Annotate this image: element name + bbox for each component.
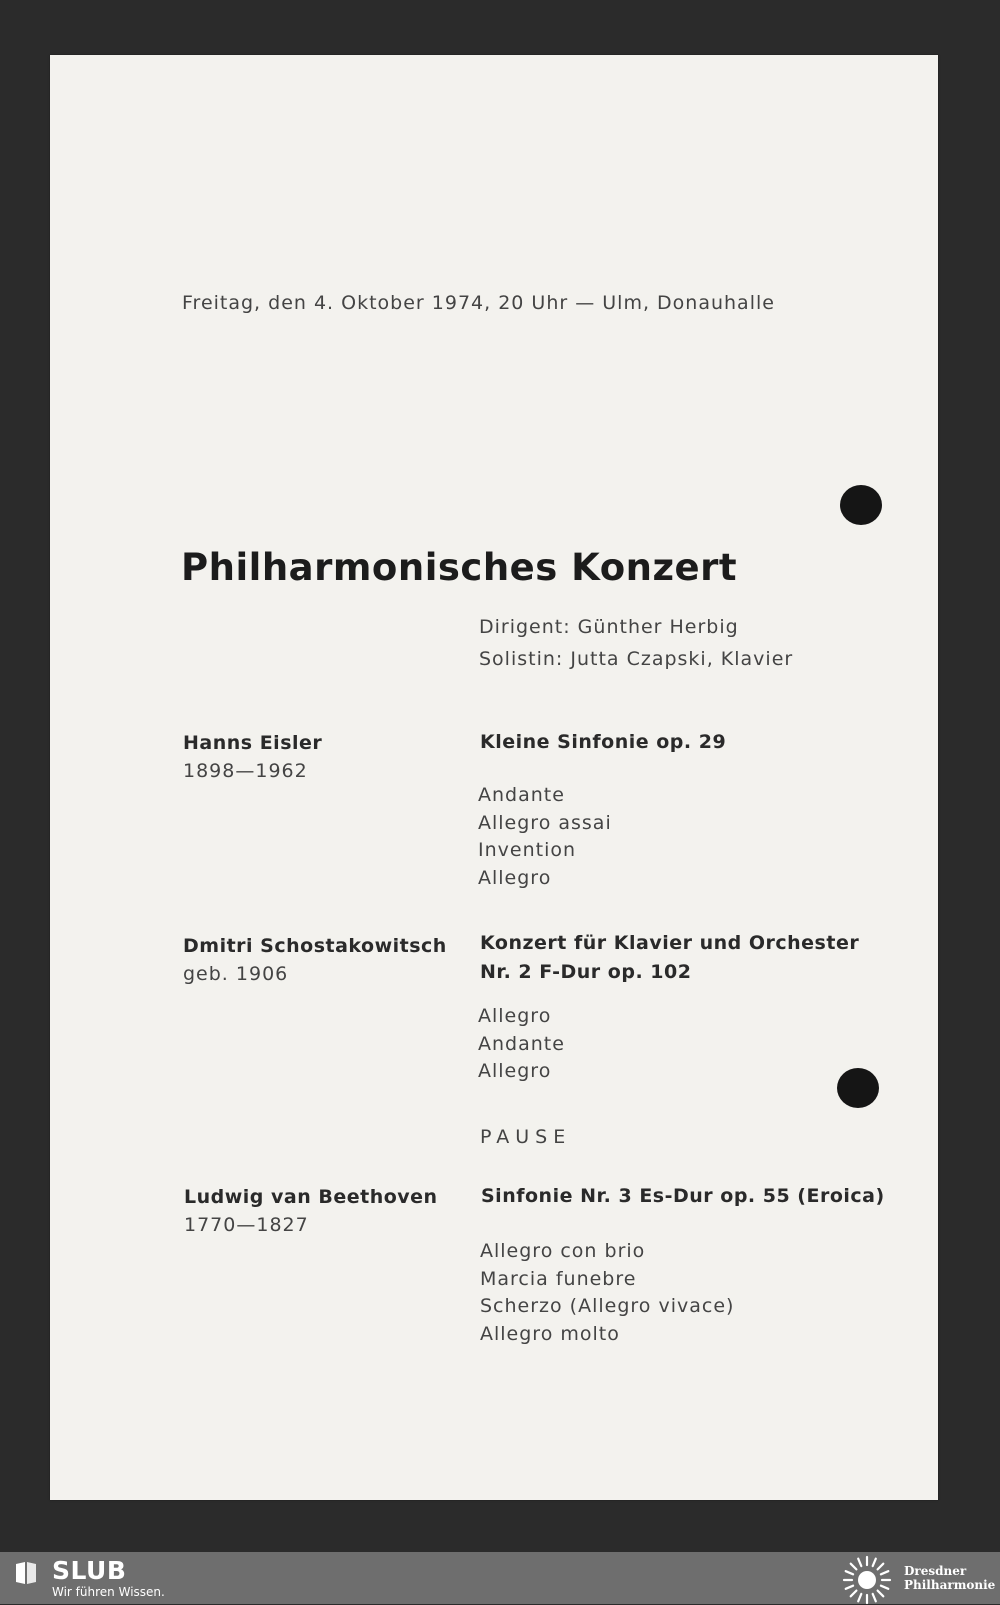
composer-dates: geb. 1906 (183, 963, 289, 985)
movement-item: Andante (478, 784, 565, 806)
book-icon (14, 1560, 38, 1586)
concert-title: Philharmonisches Konzert (181, 546, 738, 589)
movement-item: Allegro (478, 866, 552, 889)
punch-hole-bottom (837, 1068, 879, 1108)
library-name: SLUB (52, 1556, 127, 1585)
composer-dates: 1898—1962 (183, 760, 308, 782)
date-venue-line: Freitag, den 4. Oktober 1974, 20 Uhr — Ulm, Donauhalle (182, 292, 775, 314)
movement-item: Marcia funebre (480, 1267, 637, 1290)
library-slogan: Wir führen Wissen. (52, 1585, 165, 1599)
composer-dates: 1770—1827 (184, 1214, 309, 1236)
movement-item: Invention (478, 839, 577, 861)
movement-item: Allegro assai (478, 811, 612, 834)
movement-list (478, 1003, 565, 1086)
partner-name-line1: Dresdner (904, 1564, 967, 1578)
composer-name: Ludwig van Beethoven (184, 1186, 438, 1208)
soloist-line: Solistin: Jutta Czapski, Klavier (479, 648, 794, 670)
movement-list (480, 1238, 734, 1348)
sunburst-logo-icon (842, 1555, 892, 1605)
footer-bar (0, 1552, 1000, 1604)
composer-name: Dmitri Schostakowitsch (183, 935, 447, 957)
intermission-label: PAUSE (480, 1126, 572, 1148)
partner-name-line2: Philharmonie (904, 1578, 996, 1592)
movement-item: Allegro (478, 1005, 552, 1027)
work-title-line2: Nr. 2 F-Dur op. 102 (480, 961, 692, 983)
work-title: Kleine Sinfonie op. 29 (480, 731, 727, 753)
movement-item: Andante (478, 1032, 565, 1055)
movement-item: Allegro (478, 1060, 552, 1082)
movement-item: Allegro molto (480, 1322, 620, 1345)
work-title: Konzert für Klavier und Orchester (480, 932, 860, 954)
composer-name: Hanns Eisler (183, 732, 323, 754)
conductor-line: Dirigent: Günther Herbig (479, 616, 739, 638)
movement-item: Scherzo (Allegro vivace) (480, 1295, 735, 1317)
punch-hole-top (840, 485, 882, 525)
work-title: Sinfonie Nr. 3 Es-Dur op. 55 (Eroica) (481, 1185, 885, 1207)
movement-item: Allegro con brio (480, 1240, 646, 1262)
movement-list (478, 782, 612, 892)
